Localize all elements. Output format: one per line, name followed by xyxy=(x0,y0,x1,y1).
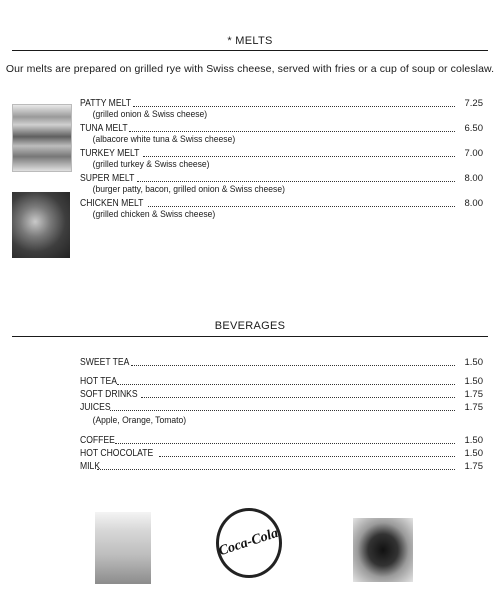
item-price: 1.50 xyxy=(464,357,483,368)
dot-leader xyxy=(159,456,455,457)
item-price: 1.50 xyxy=(464,435,483,446)
item-name: HOT TEA xyxy=(80,376,117,387)
item-description: (Apple, Orange, Tomato) xyxy=(92,415,187,426)
item-name: MILK xyxy=(80,461,101,472)
menu-item-chicken-melt xyxy=(80,196,483,209)
item-price: 6.50 xyxy=(464,123,483,134)
dot-leader xyxy=(131,365,455,366)
menu-item-soft-drinks xyxy=(80,387,483,400)
dot-leader xyxy=(141,397,455,398)
coca-cola-logo xyxy=(216,508,282,578)
dot-leader xyxy=(137,181,455,182)
menu-item-milk xyxy=(80,459,483,472)
item-price: 1.50 xyxy=(464,448,483,459)
menu-item-hot-chocolate xyxy=(80,446,483,459)
coffee-cup-photo xyxy=(353,518,413,582)
menu-item-sweet-tea xyxy=(80,355,483,368)
menu-item-patty-melt xyxy=(80,96,483,109)
dot-leader xyxy=(110,410,455,411)
item-price: 7.25 xyxy=(464,98,483,109)
menu-item-tuna-melt xyxy=(80,121,483,134)
item-name: TUNA MELT xyxy=(80,123,128,134)
item-description: (grilled chicken & Swiss cheese) xyxy=(92,209,216,220)
beverages-divider xyxy=(12,336,488,337)
item-description: (grilled turkey & Swiss cheese) xyxy=(92,159,210,170)
dot-leader xyxy=(117,384,455,385)
super-melt-photo xyxy=(12,192,70,258)
dot-leader xyxy=(148,206,455,207)
melts-divider xyxy=(12,50,488,51)
dot-leader xyxy=(97,469,455,470)
dot-leader xyxy=(143,156,455,157)
item-name: CHICKEN MELT xyxy=(80,198,144,209)
item-price: 8.00 xyxy=(464,198,483,209)
item-name: PATTY MELT xyxy=(80,98,131,109)
dot-leader xyxy=(133,106,455,107)
item-name: JUICES xyxy=(80,402,111,413)
menu-item-hot-tea xyxy=(80,374,483,387)
item-description: (albacore white tuna & Swiss cheese) xyxy=(92,134,236,145)
item-name: SUPER MELT xyxy=(80,173,135,184)
beverages-menu xyxy=(80,355,483,472)
item-name: HOT CHOCOLATE xyxy=(80,448,154,459)
item-name: SWEET TEA xyxy=(80,357,130,368)
juice-glass-photo xyxy=(95,512,151,584)
menu-item-super-melt xyxy=(80,171,483,184)
melts-title: * MELTS xyxy=(227,35,273,47)
menu-item-coffee xyxy=(80,433,483,446)
item-price: 1.50 xyxy=(464,376,483,387)
item-name: SOFT DRINKS xyxy=(80,389,138,400)
item-price: 1.75 xyxy=(464,402,483,413)
menu-item-turkey-melt xyxy=(80,146,483,159)
item-name: COFFEE xyxy=(80,435,115,446)
item-price: 8.00 xyxy=(464,173,483,184)
logo-text: Coca-Cola xyxy=(217,525,281,560)
item-description: (grilled onion & Swiss cheese) xyxy=(92,109,208,120)
item-price: 7.00 xyxy=(464,148,483,159)
dot-leader xyxy=(115,443,455,444)
item-price: 1.75 xyxy=(464,461,483,472)
item-name: TURKEY MELT xyxy=(80,148,140,159)
beverages-title: BEVERAGES xyxy=(214,320,286,332)
item-description: (burger patty, bacon, grilled onion & Swiss cheese) xyxy=(92,184,285,195)
melts-menu xyxy=(80,96,483,221)
melts-intro: Our melts are prepared on grilled rye with Swiss cheese, served with fries or a cup of soup or coleslaw. xyxy=(5,63,495,75)
menu-item-juices xyxy=(80,400,483,413)
dot-leader xyxy=(129,131,455,132)
patty-melt-photo xyxy=(12,104,72,172)
item-price: 1.75 xyxy=(464,389,483,400)
